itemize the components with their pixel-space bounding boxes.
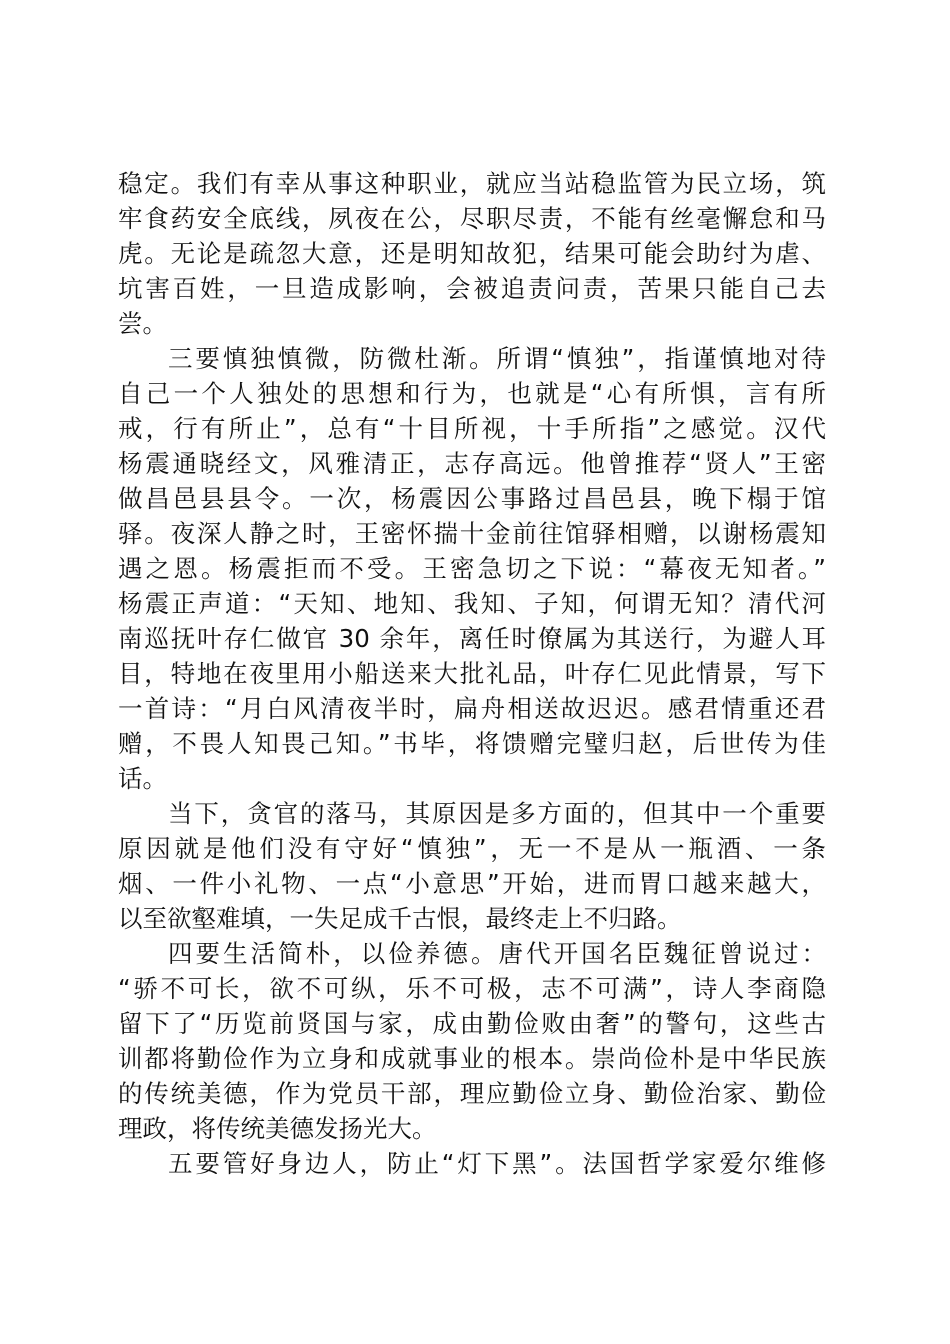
- text-line: “骄不可长，欲不可纵，乐不可极，志不可满”，诗人李商隐: [118, 974, 826, 1003]
- text-line: 杨震通晓经文，风雅清正，志存高远。他曾推荐“贤人”王密: [118, 449, 826, 478]
- text-line: 杨震正声道：“天知、地知、我知、子知，何谓无知？清代河: [118, 589, 826, 618]
- text-line: 烟、一件小礼物、一点“小意思”开始，进而胃口越来越大，: [118, 869, 826, 898]
- paragraph-first-line: 三要慎独慎微，防微杜渐。所谓“慎独”，指谨慎地对待: [168, 344, 826, 373]
- text-line: 理政，将传统美德发扬光大。: [118, 1114, 437, 1143]
- text-line: 话。: [118, 764, 167, 793]
- text-line: 遇之恩。杨震拒而不受。王密急切之下说：“幕夜无知者。”: [118, 554, 826, 583]
- paragraph-first-line: 五要管好身边人，防止“灯下黑”。法国哲学家爱尔维修: [168, 1149, 826, 1178]
- text-line: 赠，不畏人知畏己知。”书毕，将馈赠完璧归赵，后世传为佳: [118, 729, 826, 758]
- text-line: 虎。无论是疏忽大意，还是明知故犯，结果可能会助纣为虐、: [118, 239, 826, 268]
- text-line: 目，特地在夜里用小船送来大批礼品，叶存仁见此情景，写下: [118, 659, 826, 688]
- text-line: 自己一个人独处的思想和行为，也就是“心有所惧，言有所: [118, 379, 826, 408]
- paragraph-first-line: 四要生活简朴，以俭养德。唐代开国名臣魏征曾说过：: [168, 939, 826, 968]
- text-line: 稳定。我们有幸从事这种职业，就应当站稳监管为民立场，筑: [118, 169, 826, 198]
- text-line: 坑害百姓，一旦造成影响，会被追责问责，苦果只能自己去: [118, 274, 826, 303]
- text-line: 以至欲壑难填，一失足成千古恨，最终走上不归路。: [118, 904, 682, 933]
- text-line: 尝。: [118, 309, 167, 338]
- text-line: 原因就是他们没有守好“慎独”，无一不是从一瓶酒、一条: [118, 834, 826, 863]
- paragraph-first-line: 当下，贪官的落马，其原因是多方面的，但其中一个重要: [168, 799, 826, 828]
- text-line: 留下了“历览前贤国与家，成由勤俭败由奢”的警句，这些古: [118, 1009, 826, 1038]
- text-line: 驿。夜深人静之时，王密怀揣十金前往馆驿相赠，以谢杨震知: [118, 519, 826, 548]
- text-line: 的传统美德，作为党员干部，理应勤俭立身、勤俭治家、勤俭: [118, 1079, 826, 1108]
- text-line: 一首诗：“月白风清夜半时，扁舟相送故迟迟。感君情重还君: [118, 694, 826, 723]
- text-line: 做昌邑县县令。一次，杨震因公事路过昌邑县，晚下榻于馆: [118, 484, 826, 513]
- text-line: 训都将勤俭作为立身和成就事业的根本。崇尚俭朴是中华民族: [118, 1044, 826, 1073]
- document-body: [118, 166, 826, 1181]
- text-line: 牢食药安全底线，夙夜在公，尽职尽责，不能有丝毫懈怠和马: [118, 204, 826, 233]
- text-line: 南巡抚叶存仁做官 30 余年，离任时僚属为其送行，为避人耳: [118, 624, 826, 653]
- text-line: 戒，行有所止”，总有“十目所视，十手所指”之感觉。汉代: [118, 414, 826, 443]
